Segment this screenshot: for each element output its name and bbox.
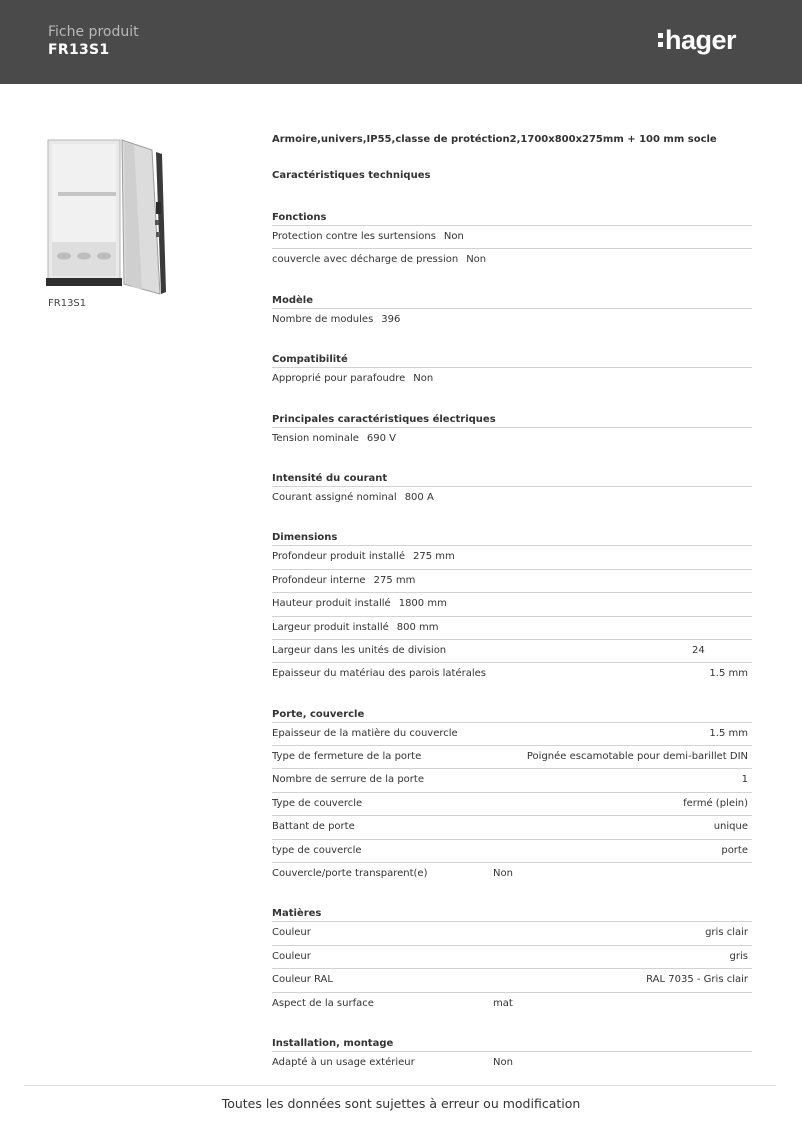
spec-row (272, 569, 752, 592)
spec-value: Non (493, 868, 513, 880)
spec-label: Type de fermeture de la porte (272, 751, 422, 763)
spec-label: type de couvercle (272, 844, 362, 856)
product-reference: FR13S1 (48, 42, 110, 58)
section-title: Matières (272, 908, 322, 920)
spec-value: 24 (692, 644, 705, 656)
section-fonctions (272, 183, 752, 272)
section-title: Dimensions (272, 532, 338, 544)
spec-value: 1.5 mm (709, 668, 748, 680)
spec-row (272, 639, 752, 662)
spec-row (272, 486, 752, 509)
product-details (272, 133, 752, 1074)
spec-row (272, 815, 752, 838)
spec-label: Largeur dans les unités de division (272, 644, 447, 656)
spec-value: gris clair (705, 927, 748, 939)
spec-label: Profondeur interne 275 mm (272, 574, 416, 586)
spec-value: mat (493, 997, 513, 1009)
spec-row (272, 662, 752, 685)
spec-label: Aspect de la surface (272, 997, 374, 1009)
spec-label: Battant de porte (272, 821, 355, 833)
spec-row (272, 1051, 752, 1074)
section-title: Modèle (272, 294, 313, 306)
spec-value: Non (413, 373, 434, 385)
spec-value: 800 A (404, 491, 434, 503)
spec-value: fermé (plein) (683, 797, 748, 809)
page-header (0, 0, 802, 84)
spec-row (272, 308, 752, 331)
specifications-heading: Caractéristiques techniques (272, 170, 431, 181)
spec-label: Couleur (272, 927, 311, 939)
spec-value: 1.5 mm (709, 727, 748, 739)
spec-row (272, 945, 752, 968)
hager-logo (656, 24, 754, 58)
spec-value: 275 mm (412, 551, 455, 563)
spec-label: Epaisseur du matériau des parois latérales (272, 668, 487, 680)
spec-value: 275 mm (373, 574, 416, 586)
spec-value: 690 V (366, 432, 397, 444)
spec-row (272, 862, 752, 885)
spec-label: couvercle avec décharge de pression Non (272, 254, 487, 266)
spec-label: Hauteur produit installé 1800 mm (272, 598, 447, 610)
spec-row (272, 792, 752, 815)
spec-value: Poignée escamotable pour demi-barillet DIN (526, 751, 748, 763)
spec-label: Tension nominale 690 V (272, 432, 397, 444)
spec-label: Couvercle/porte transparent(e) (272, 868, 428, 880)
section-title: Porte, couvercle (272, 708, 365, 720)
product-image-caption: FR13S1 (48, 298, 87, 309)
section-title: Principales caractéristiques électriques (272, 413, 496, 425)
spec-row (272, 367, 752, 390)
product-photo (44, 132, 172, 298)
spec-value: Non (493, 1056, 513, 1068)
section-matieres (272, 885, 752, 1015)
spec-value: 1800 mm (398, 598, 447, 610)
spec-label: Nombre de modules 396 (272, 313, 401, 325)
spec-value: unique (713, 821, 748, 833)
spec-value: 800 mm (396, 621, 439, 633)
section-title: Compatibilité (272, 354, 348, 366)
spec-row (272, 921, 752, 944)
section-intensite (272, 450, 752, 509)
svg-text:hager: hager (665, 25, 737, 55)
spec-row (272, 722, 752, 745)
spec-row (272, 427, 752, 450)
spec-label: Nombre de serrure de la porte (272, 774, 424, 786)
spec-label: Couleur RAL (272, 974, 333, 986)
spec-value: RAL 7035 - Gris clair (646, 974, 748, 986)
spec-label: Couleur (272, 950, 311, 962)
section-dimensions (272, 509, 752, 685)
spec-row (272, 225, 752, 248)
spec-row (272, 992, 752, 1015)
footer-divider (24, 1085, 776, 1086)
spec-row (272, 839, 752, 862)
spec-value: Non (466, 254, 487, 266)
spec-value: porte (721, 844, 748, 856)
document-type: Fiche produit (48, 24, 139, 40)
spec-label: Approprié pour parafoudre Non (272, 373, 434, 385)
section-porte-couvercle (272, 686, 752, 886)
section-title: Installation, montage (272, 1037, 394, 1049)
footer-disclaimer: Toutes les données sont sujettes à erreur ou modification (221, 1096, 581, 1111)
section-title: Intensité du courant (272, 472, 388, 484)
spec-row (272, 545, 752, 568)
spec-row (272, 768, 752, 791)
spec-row (272, 248, 752, 271)
product-title: Armoire,univers,IP55,classe de protéction2,1700x800x275mm + 100 mm socle (272, 134, 717, 145)
spec-label: Adapté à un usage extérieur (272, 1056, 415, 1068)
section-title: Fonctions (272, 212, 327, 223)
spec-label: Profondeur produit installé 275 mm (272, 551, 455, 563)
spec-label: Courant assigné nominal 800 A (272, 491, 434, 503)
spec-value: 396 (381, 313, 401, 325)
spec-value: Non (443, 231, 464, 242)
spec-row (272, 592, 752, 615)
section-installation (272, 1015, 752, 1074)
section-modele (272, 272, 752, 331)
spec-label: Protection contre les surtensions Non (272, 231, 464, 242)
spec-label: Epaisseur de la matière du couvercle (272, 727, 458, 739)
spec-row (272, 745, 752, 768)
section-caracteristiques-electriques (272, 391, 752, 450)
spec-row (272, 616, 752, 639)
spec-value: gris (729, 950, 748, 962)
spec-label: Type de couvercle (272, 797, 363, 809)
spec-row (272, 968, 752, 991)
spec-value: 1 (741, 774, 748, 786)
section-compatibilite (272, 331, 752, 390)
spec-label: Largeur produit installé 800 mm (272, 621, 439, 633)
